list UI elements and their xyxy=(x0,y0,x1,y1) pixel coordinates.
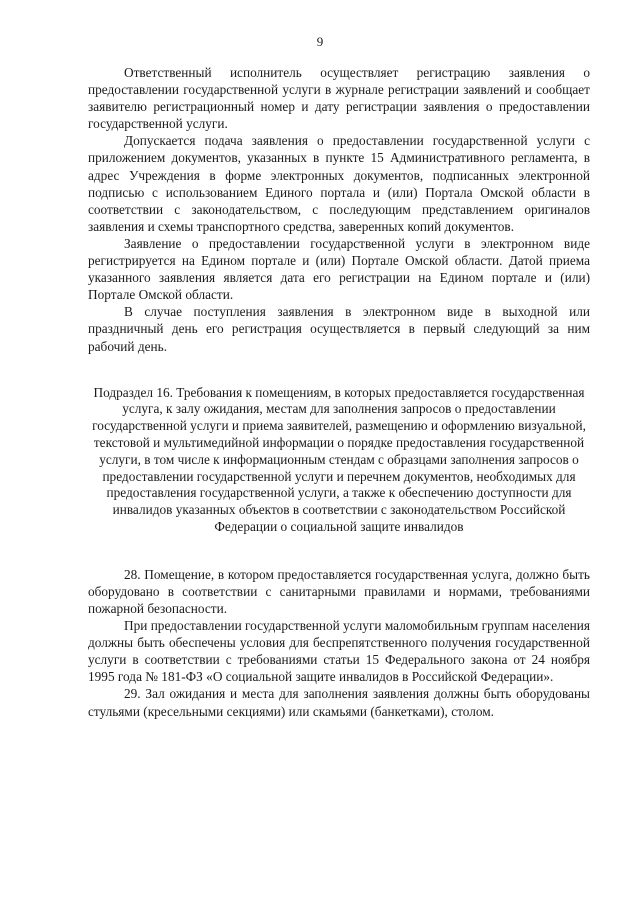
page-content xyxy=(88,64,590,720)
paragraph-electronic-submission: Допускается подача заявления о предоставлении государственной услуги с приложением документов, указанных в пункте 15 Административного регламента, в адрес Учреждения в форме электронных документов, подписанных электронной подписью с использованием Единого портала и (или) Портала Омской области в соответствии с законодательством, с последующим представлением оригиналов заявления и схемы транспортного средства, заверенных копий документов. xyxy=(88,133,590,234)
paragraph-electronic-registration: Заявление о предоставлении государственной услуги в электронном виде регистрируется на Едином портале и (или) Портале Омской области. Датой приема указанного заявления является дата его регистрации на Едином портале и (или) Портале Омской области. xyxy=(88,235,590,303)
page-number: 9 xyxy=(316,34,324,49)
paragraph-holiday-registration: В случае поступления заявления в электронном виде в выходной или праздничный день его регистрация осуществляется в первый следующий за ним рабочий день. xyxy=(88,304,590,354)
paragraph-registration: Ответственный исполнитель осуществляет регистрацию заявления о предоставлении государственной услуги в журнале регистрации заявлений и сообщает заявителю регистрационный номер и дату регистрации заявления о предоставлении государственной услуги. xyxy=(88,65,590,132)
subsection-heading: Подраздел 16. Требования к помещениям, в которых предоставляется государственная услуга, к залу ожидания, местам для заполнения запросов о предоставлении государственной услуги и приема заявителей, размещению и оформлению визуальной, текстовой и мультимедийной информации о порядке предоставления государственной услуги, в том числе к информационным стендам с образцами заполнения запросов о предоставлении государственной услуги и перечнем документов, необходимых для предоставления государственной услуги, а также к обеспечению доступности для инвалидов указанных объектов в соответствии с законодательством Российской Федерации о социальной защите инвалидов xyxy=(92,384,586,534)
paragraph-accessibility: При предоставлении государственной услуги маломобильным группам населения должны быть обеспечены условия для беспрепятственного получения государственной услуги в соответствии с требованиями статьи 15 Федерального закона от 24 ноября 1995 года № 181-ФЗ «О социальной защите инвалидов в Российской Федерации». xyxy=(88,618,590,685)
paragraph-item-28: 28. Помещение, в котором предоставляется государственная услуга, должно быть оборудовано в соответствии с санитарными правилами и нормами, требованиями пожарной безопасности. xyxy=(88,566,590,616)
paragraph-item-29: 29. Зал ожидания и места для заполнения заявления должны быть оборудованы стульями (кресельными секциями) или скамьями (банкетками), столом. xyxy=(88,686,590,719)
